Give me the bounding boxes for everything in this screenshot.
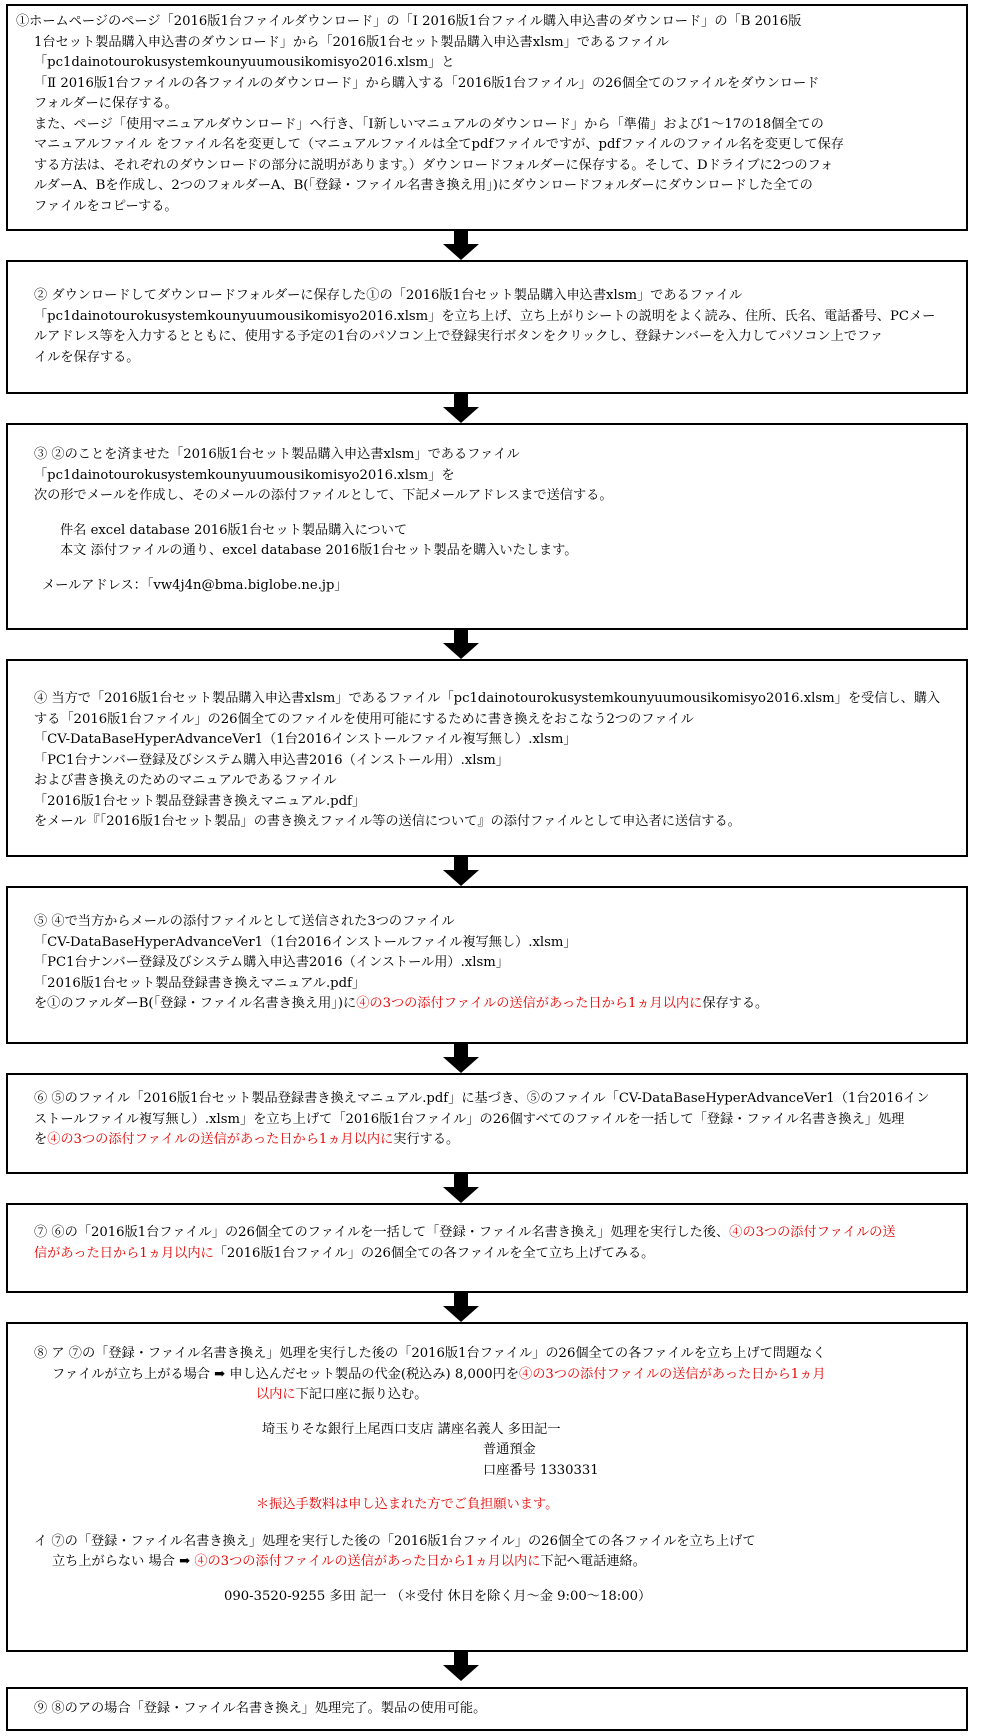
- step-4-line: ④ 当方で「2016版1台セット製品購入申込書xlsm」であるファイル「pc1dainotourokusystemkounyuumousikomisyo2016.xlsm」を受信し、購入: [34, 691, 941, 706]
- step-6-text: 実行する。: [393, 1132, 460, 1147]
- step-4-line: する「2016版1台ファイル」の26個全てのファイルを使用可能にするために書き換えをおこなう2つのファイル: [34, 711, 694, 727]
- step-8-i-line-2: [16, 1552, 956, 1573]
- step-1-line: マニュアルファイル をファイル名を変更して（マニュアルファイルは全てpdfファイルですが、pdfファイルのファイル名を変更して保存: [34, 137, 844, 152]
- step-1-line: ①ホームページのページ「2016版1台ファイルダウンロード」の「Ⅰ 2016版1台ファイル購入申込書のダウンロード」の「B 2016版: [16, 14, 802, 29]
- step-2-line: イルを保存する。: [34, 349, 140, 365]
- step-1-line: ルダーA、Bを作成し、2つのフォルダーA、B(「登録・ファイル名書き換え用」)にダウンロードフォルダーにダウンロードした全ての: [34, 178, 813, 193]
- mail-subject: 件名 excel database 2016版1台セット製品購入について: [60, 522, 408, 538]
- step-4-line: および書き換えのためのマニュアルであるファイル: [34, 773, 337, 788]
- step-5-text: を①のファルダーB(「登録・ファイル名書き換え用」)に: [34, 996, 357, 1011]
- down-arrow-icon: [443, 1173, 479, 1203]
- step-3-box: [6, 423, 968, 630]
- step-1-box: [6, 4, 968, 231]
- step-5-line: 「PC1台ナンバー登録及びシステム購入申込書2016（インストール用）.xlsm」: [34, 955, 509, 970]
- step-4-line: をメール『「2016版1台セット製品」の書き換えファイル等の送信について』の添付ファイルとして申込者に送信する。: [34, 814, 741, 829]
- account-number: 口座番号 1330331: [483, 1462, 599, 1478]
- step-8-a-line-2: [16, 1365, 956, 1386]
- down-arrow-icon: [443, 629, 479, 659]
- step-7-line-2: [16, 1244, 956, 1265]
- step-2-box: [6, 260, 968, 394]
- step-1-line: 「pc1dainotourokusystemkounyuumousikomisyo2016.xlsm」と: [34, 55, 455, 70]
- step-5-box: [6, 886, 968, 1044]
- step-3-line-2: 「pc1dainotourokusystemkounyuumousikomisyo2016.xlsm」を: [34, 467, 455, 483]
- deadline-text: ④の3つの添付ファイルの送信があった日から1ヵ月以内に: [194, 1554, 541, 1569]
- deadline-text: 信があった日から1ヵ月以内に: [34, 1245, 214, 1261]
- mail-body: 本文 添付ファイルの通り、excel database 2016版1台セット製品を購入いたします。: [60, 543, 578, 558]
- step-3-line-1: ③ ②のことを済ませた「2016版1台セット製品購入申込書xlsm」であるファイル: [34, 447, 520, 462]
- mail-address: メールアドレス：「vw4j4n@bma.biglobe.ne.jp」: [42, 577, 348, 593]
- step-5-line: ⑤ ④で当方からメールの添付ファイルとして送信された3つのファイル: [34, 914, 455, 929]
- step-4-line: 「PC1台ナンバー登録及びシステム購入申込書2016（インストール用）.xlsm」: [34, 752, 509, 768]
- account-type: 普通預金: [483, 1442, 536, 1457]
- step-1-line: ファイルをコピーする。: [34, 198, 178, 214]
- step-9-box: [6, 1687, 968, 1731]
- step-2-line: ② ダウンロードしてダウンロードフォルダーに保存した①の「2016版1台セット製品購入申込書xlsm」であるファイル: [34, 288, 743, 303]
- deadline-text: ④の3つの添付ファイルの送信があった日から1ヵ月以内に: [47, 1132, 394, 1147]
- step-4-line: 「2016版1台セット製品登録書き換えマニュアル.pdf」: [34, 793, 366, 809]
- step-5-text: 保存する。: [702, 996, 769, 1011]
- step-1-line: 「Ⅱ 2016版1台ファイルの各ファイルのダウンロード」から購入する「2016版1台ファイル」の26個全てのファイルをダウンロード: [34, 75, 820, 91]
- step-6-line-2: ストールファイル複写無し）.xlsm」を立ち上げて「2016版1台ファイル」の26個すべてのファイルを一括して「登録・ファイル名書き換え」処理: [34, 1111, 905, 1127]
- step-1-line: フォルダーに保存する。: [34, 96, 178, 111]
- step-8-box: [6, 1322, 968, 1652]
- deadline-text: 以内に: [256, 1387, 296, 1402]
- deadline-text: ④の3つの添付ファイルの送信があった日から1ヵ月: [519, 1366, 826, 1382]
- down-arrow-icon: [443, 230, 479, 260]
- deadline-text: ④の3つの添付ファイルの送: [729, 1225, 896, 1240]
- step-4-line: 「CV-DataBaseHyperAdvanceVer1（1台2016インストールファイル複写無し）.xlsm」: [34, 732, 577, 747]
- step-1-line: また、ページ「使用マニュアルダウンロード」へ行き、「Ⅰ新しいマニュアルのダウンロード」から「準備」および1～17の18個全ての: [34, 116, 824, 132]
- bank-account-name: 埼玉りそな銀行上尾西口支店 講座名義人 多田記一: [262, 1421, 561, 1437]
- step-8-i-line-1: イ ⑦の「登録・ファイル名書き換え」処理を実行した後の「2016版1台ファイル」の26個全ての各ファイルを立ち上げて: [34, 1533, 756, 1549]
- step-8-text: 下記へ電話連絡。: [540, 1554, 646, 1569]
- step-4-box: [6, 659, 968, 857]
- step-2-line: ルアドレス等を入力するとともに、使用する予定の1台のパソコン上で登録実行ボタンをクリックし、登録ナンバーを入力してパソコン上でファ: [34, 329, 884, 344]
- step-6-line-1: ⑥ ⑤のファイル「2016版1台セット製品登録書き換えマニュアル.pdf」に基づき、⑤のファイル「CV-DataBaseHyperAdvanceVer1（1台2016イン: [34, 1091, 930, 1106]
- down-arrow-icon: [443, 1043, 479, 1073]
- step-9-line-1: ⑨ ⑧のアの場合「登録・ファイル名書き換え」処理完了。製品の使用可能。: [34, 1701, 487, 1716]
- step-8-a-line-1: ⑧ ア ⑦の「登録・ファイル名書き換え」処理を実行した後の「2016版1台ファイル」の26個全ての各ファイルを立ち上げて問題なく: [34, 1346, 826, 1361]
- step-1-line: 1台セット製品購入申込書のダウンロード」から「2016版1台セット製品購入申込書xlsm」であるファイル: [34, 34, 669, 50]
- step-8-text: 立ち上がらない 場合 ➡: [52, 1554, 195, 1569]
- step-7-line-1: [16, 1223, 956, 1244]
- step-5-line: 「2016版1台セット製品登録書き換えマニュアル.pdf」: [34, 975, 366, 991]
- step-2-line: 「pc1dainotourokusystemkounyuumousikomisyo2016.xlsm」を立ち上げ、立ち上がりシートの説明をよく読み、住所、氏名、電話番号、PCメー: [34, 308, 936, 324]
- step-6-text: を: [34, 1132, 48, 1147]
- down-arrow-icon: [443, 1292, 479, 1322]
- step-8-text: ファイルが立ち上がる場合 ➡ 申し込んだセット製品の代金(税込み) 8,000円を: [52, 1366, 520, 1382]
- down-arrow-icon: [443, 1651, 479, 1681]
- step-6-box: [6, 1073, 968, 1174]
- step-8-text: 下記口座に振り込む。: [295, 1387, 428, 1402]
- down-arrow-icon: [443, 393, 479, 423]
- step-7-text: ⑦ ⑥の「2016版1台ファイル」の26個全てのファイルを一括して「登録・ファイル名書き換え」処理を実行した後、: [34, 1225, 730, 1240]
- step-6-line-3: [16, 1130, 956, 1151]
- step-7-box: [6, 1203, 968, 1293]
- step-5-last-line: [16, 994, 956, 1015]
- step-7-text: 「2016版1台ファイル」の26個全ての各ファイルを全て立ち上げてみる。: [213, 1245, 655, 1261]
- down-arrow-icon: [443, 856, 479, 886]
- step-1-line: する方法は、それぞれのダウンロードの部分に説明があります。）ダウンロードフォルダーに保存する。そして、Dドライブに2つのフォ: [34, 157, 834, 173]
- contact-phone: 090-3520-9255 多田 記一 （＊受付 休日を除く月～金 9:00～18:00）: [224, 1588, 652, 1604]
- step-3-line-3: 次の形でメールを作成し、そのメールの添付ファイルとして、下記メールアドレスまで送信する。: [34, 488, 613, 503]
- step-8-a-line-3: [16, 1385, 956, 1406]
- step-5-line: 「CV-DataBaseHyperAdvanceVer1（1台2016インストールファイル複写無し）.xlsm」: [34, 934, 577, 950]
- deadline-text: ④の3つの添付ファイルの送信があった日から1ヵ月以内に: [356, 996, 703, 1011]
- fee-note: ＊振込手数料は申し込まれた方でご負担願います。: [256, 1497, 559, 1512]
